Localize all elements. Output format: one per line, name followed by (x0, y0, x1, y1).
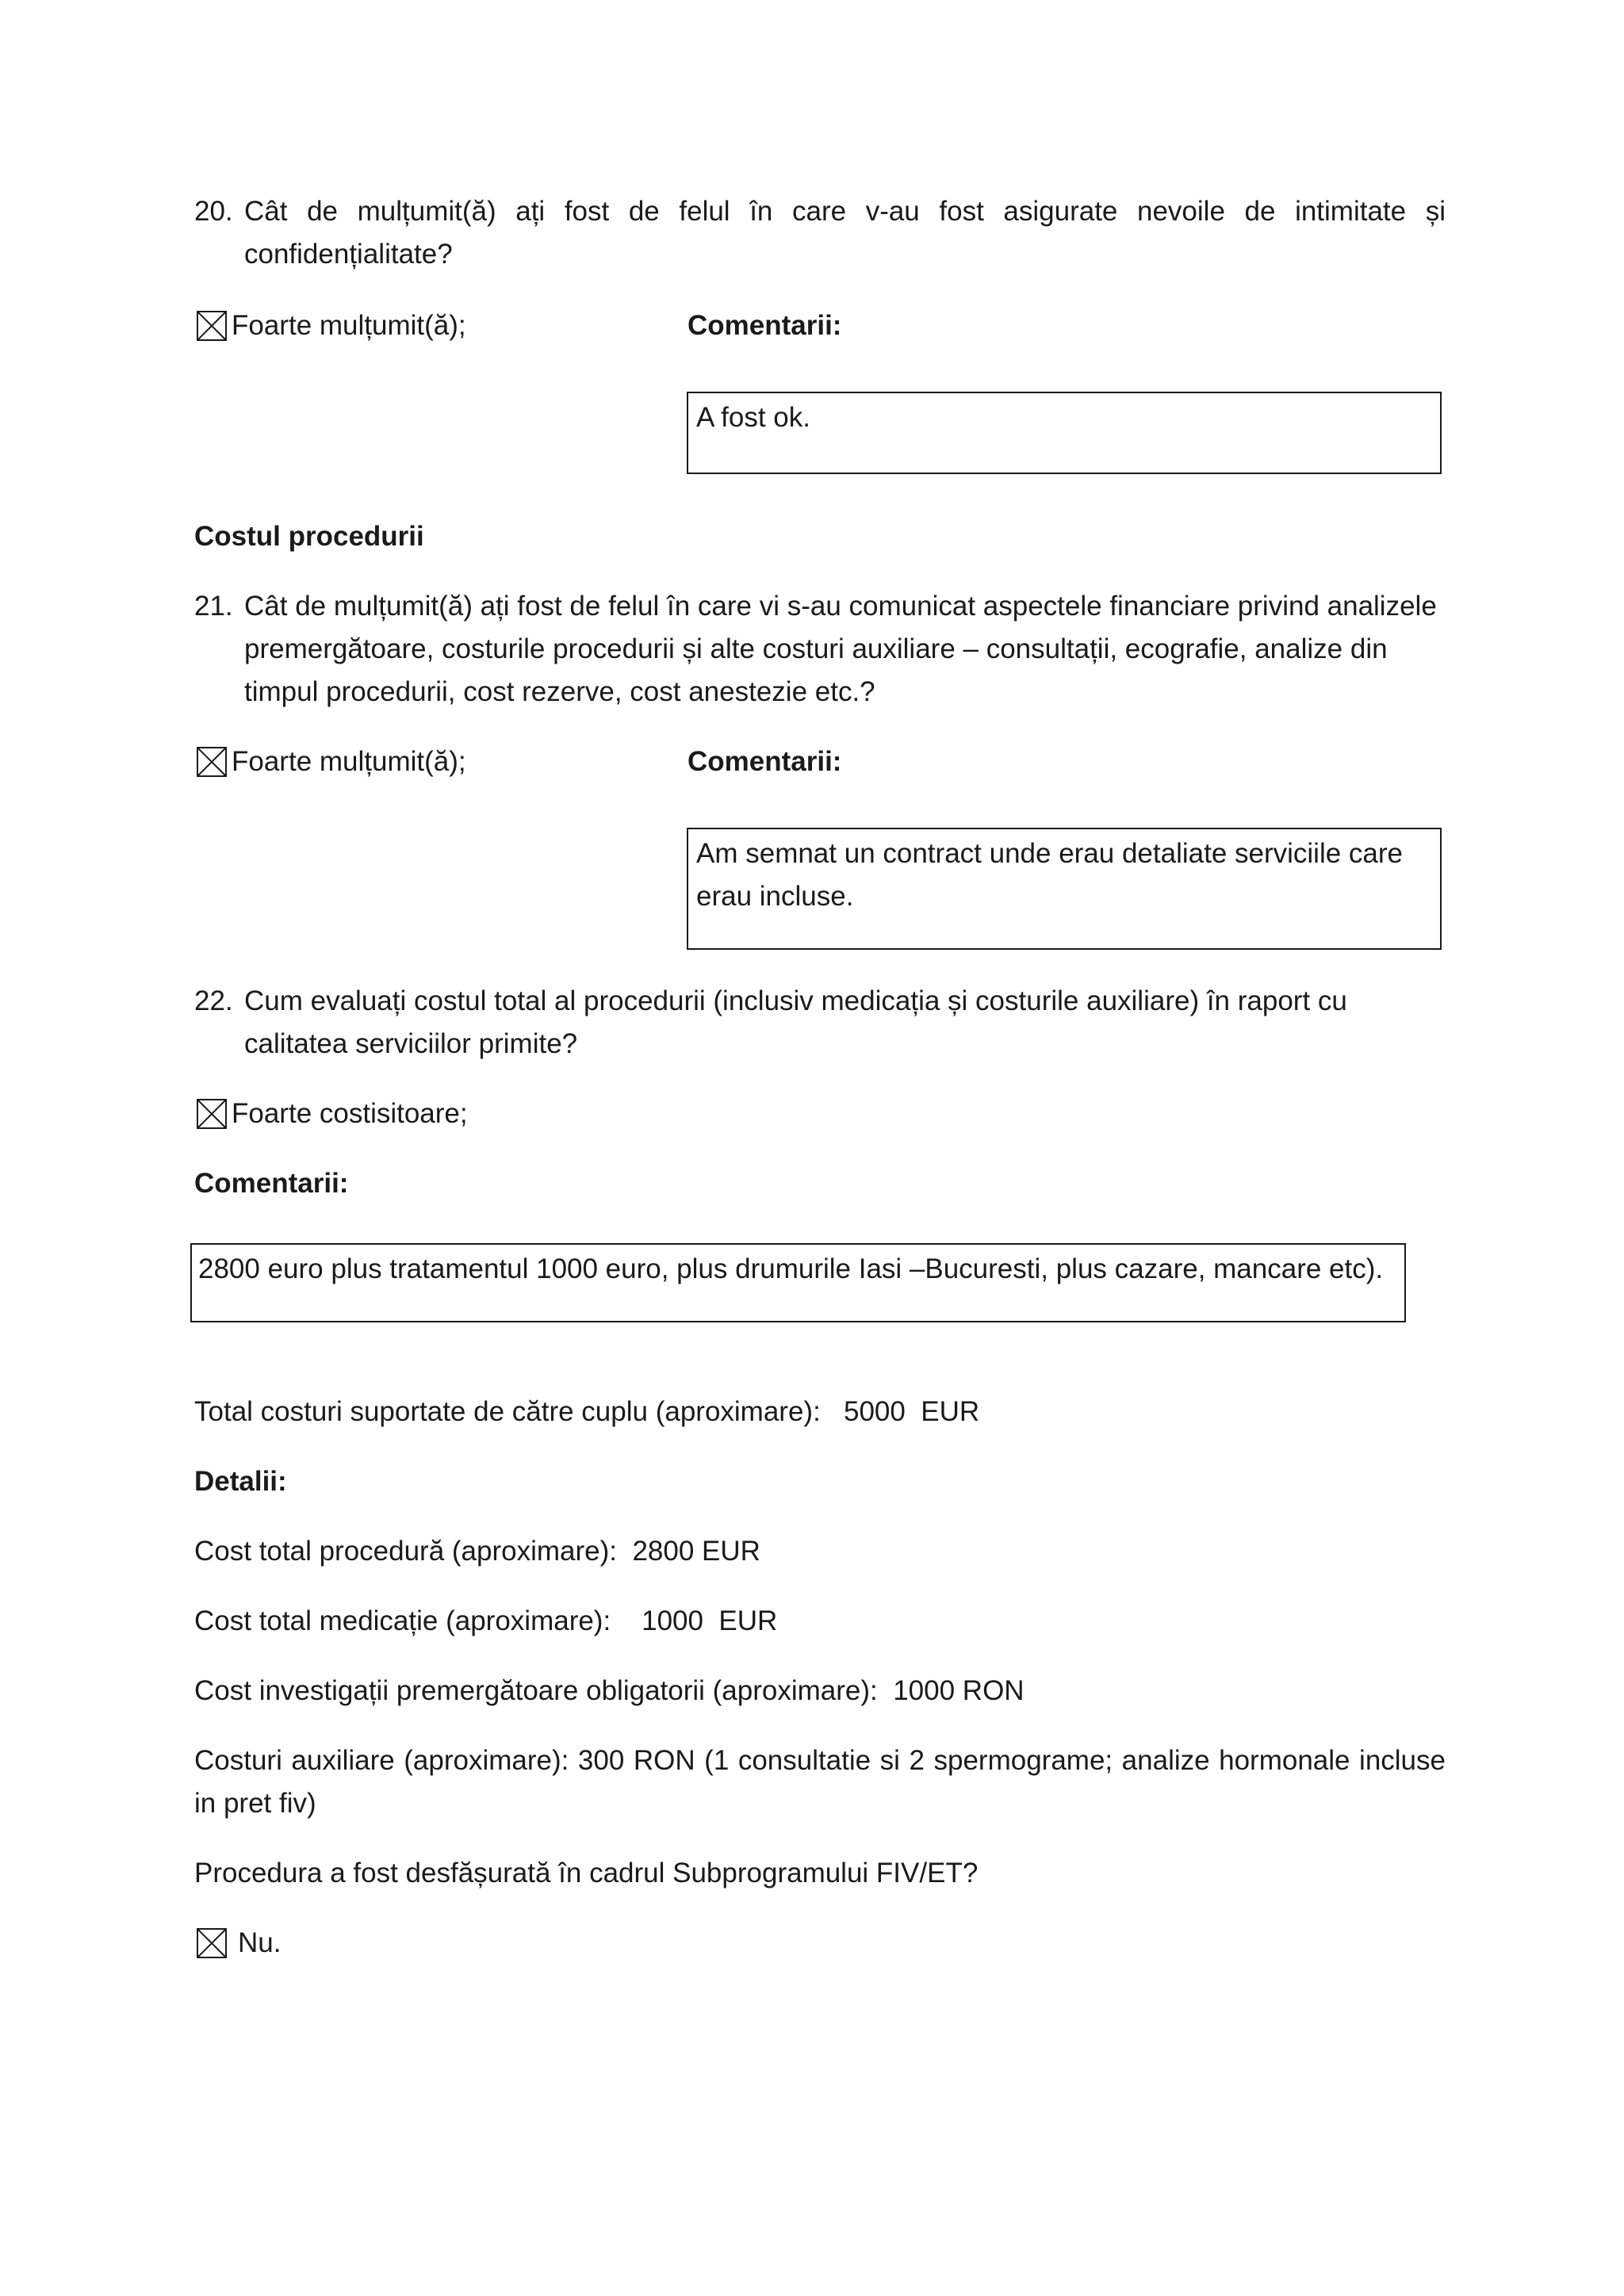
q20-answer: Foarte mulțumit(ă); (232, 310, 466, 341)
subprogram-checkbox-checked[interactable] (197, 1928, 227, 1958)
investigations-cost-row (194, 1670, 1025, 1712)
q22-checkbox-checked[interactable] (197, 1099, 227, 1129)
q22-number: 22. (194, 985, 233, 1016)
checked-box-icon (197, 1099, 227, 1129)
q20-comment-text: A fost ok. (696, 402, 810, 433)
q21-text-line2: premergătoare, costurile procedurii și alte costuri auxiliare – consultații, ecografie, analize din (244, 633, 1388, 664)
auxiliary-costs-line2: in pret fiv) (194, 1788, 316, 1819)
procedure-cost-label: Cost total procedură (aproximare): (194, 1536, 617, 1567)
q21-number: 21. (194, 591, 233, 622)
q20-comment-box[interactable] (687, 392, 1442, 474)
total-costs-row (194, 1391, 979, 1433)
medication-cost-value: 1000 EUR (642, 1605, 778, 1636)
q20-text-line2: confidențialitate? (244, 239, 453, 270)
q21-comment-line2: erau incluse. (696, 881, 854, 912)
q22-text-line2: calitatea serviciilor primite? (244, 1028, 578, 1059)
q22-comment-text: 2800 euro plus tratamentul 1000 euro, plus drumurile Iasi –Bucuresti, plus cazare, mancare etc). (198, 1253, 1384, 1284)
total-costs-value: 5000 EUR (844, 1396, 980, 1427)
section-title-cost: Costul procedurii (194, 521, 424, 552)
checked-box-icon (197, 311, 227, 341)
q22-comment-box[interactable] (190, 1243, 1406, 1322)
subprogram-answer: Nu. (238, 1927, 282, 1958)
q20-number: 20. (194, 196, 233, 227)
auxiliary-costs-line1: Costuri auxiliare (aproximare): 300 RON (1 consultatie si 2 spermograme; analize hormonale incluse (194, 1745, 1446, 1776)
q21-comment-box[interactable] (687, 828, 1442, 950)
q22-comments-label: Comentarii: (194, 1168, 349, 1199)
q21-text-line3: timpul procedurii, cost rezerve, cost anestezie etc.? (244, 676, 875, 707)
investigations-cost-value: 1000 RON (893, 1675, 1025, 1706)
checked-box-icon (197, 747, 227, 777)
q20-comments-label: Comentarii: (688, 310, 842, 341)
q21-text-line1: Cât de mulțumit(ă) ați fost de felul în care vi s-au comunicat aspectele financiare privind analizele (244, 591, 1437, 622)
q21-comment-line1: Am semnat un contract unde erau detaliate serviciile care (696, 838, 1404, 869)
q22-answer: Foarte costisitoare; (232, 1098, 468, 1129)
investigations-cost-label: Cost investigații premergătoare obligatorii (aproximare): (194, 1675, 878, 1706)
q20-text-line1: Cât de mulțumit(ă) ați fost de felul în care v-au fost asigurate nevoile de intimitate și (244, 196, 1446, 227)
total-costs-label: Total costuri suportate de către cuplu (aproximare): (194, 1396, 821, 1427)
checked-box-icon (197, 1928, 227, 1958)
q20-checkbox-checked[interactable] (197, 311, 227, 341)
procedure-cost-value: 2800 EUR (632, 1536, 760, 1567)
q21-checkbox-checked[interactable] (197, 747, 227, 777)
q22-text-line1: Cum evaluați costul total al procedurii (inclusiv medicația și costurile auxiliare) în raport cu (244, 985, 1347, 1016)
q21-comments-label: Comentarii: (688, 746, 842, 777)
procedure-cost-row (194, 1530, 760, 1573)
subprogram-question: Procedura a fost desfășurată în cadrul Subprogramului FIV/ET? (194, 1858, 979, 1888)
details-label: Detalii: (194, 1466, 287, 1497)
medication-cost-label: Cost total medicație (aproximare): (194, 1605, 611, 1636)
medication-cost-row (194, 1600, 777, 1643)
q21-answer: Foarte mulțumit(ă); (232, 746, 466, 777)
